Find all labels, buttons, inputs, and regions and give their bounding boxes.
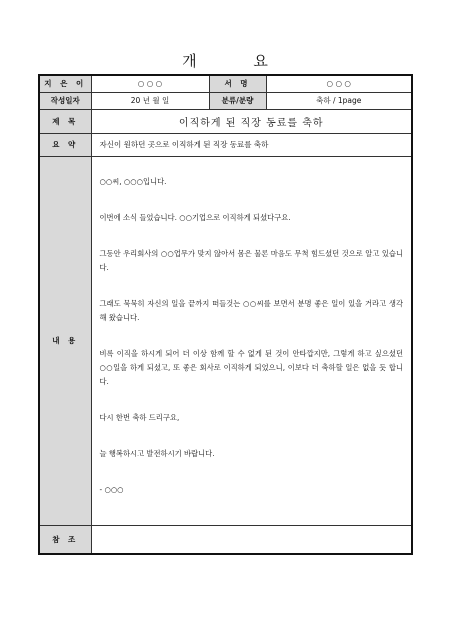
signature-label: 서 명	[209, 75, 266, 92]
subject-value: 이직하게 된 직장 동료를 축하	[91, 109, 412, 133]
summary-label: 요 약	[39, 133, 91, 156]
content-paragraph: 그래도 묵묵히 자신의 일을 끝까지 떠들것는 ○○씨를 보면서 분명 좋은 일이 있을 거라고 생각해 왔습니다.	[99, 298, 403, 322]
subject-label: 제 목	[39, 109, 91, 133]
summary-value: 자신이 원하던 곳으로 이직하게 된 직장 동료를 축하	[91, 133, 412, 156]
signature-value: ○ ○ ○	[266, 75, 412, 92]
content-greeting: ○○씨, ○○○입니다.	[99, 176, 167, 186]
author-value: ○ ○ ○	[91, 75, 209, 92]
category-value: 축하 / 1page	[266, 92, 412, 109]
date-label: 작성일자	[39, 92, 91, 109]
content-paragraph: 이번에 소식 들었습니다. ○○기업으로 이직하게 되셨다구요.	[99, 212, 291, 222]
content-label: 내 용	[39, 156, 91, 525]
content-signoff: - ○○○	[99, 484, 124, 494]
summary-form	[38, 74, 413, 555]
content-paragraph: 다시 한번 축하 드리구요,	[99, 412, 180, 422]
date-value: 20 년 월 일	[91, 92, 209, 109]
reference-label: 참 조	[39, 525, 91, 554]
content-paragraph: 그동안 우리회사의 ○○업무가 맞지 않아서 몸은 물론 마음도 무척 힘드셨던 것으로 알고 있습니다.	[99, 248, 403, 272]
content-body	[91, 156, 412, 525]
document-title: 개 요	[182, 52, 294, 70]
content-paragraph: 비록 이직을 하시게 되어 더 이상 함께 할 수 없게 된 것이 안타깝지만, 그렇게 하고 싶으셨던 ○○일을 하게 되셨고, 또 좋은 회사로 이직하게 되었으니, 이보다 더 축하할 일은 없을 듯 합니다.	[99, 348, 403, 386]
category-label: 분류/분량	[209, 92, 266, 109]
reference-value	[91, 525, 412, 554]
content-paragraph: 늘 행복하시고 발전하시기 바랍니다.	[99, 448, 215, 458]
author-label: 지 은 이	[39, 75, 91, 92]
